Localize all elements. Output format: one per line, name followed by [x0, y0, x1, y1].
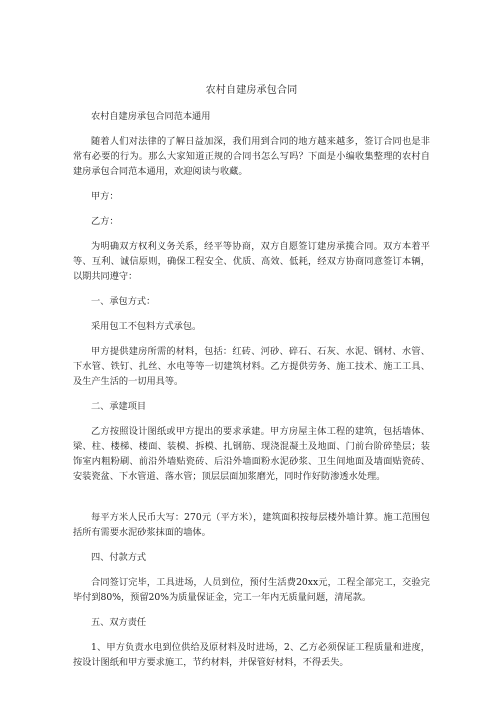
document-title: 农村自建房承包合同: [205, 85, 298, 96]
section-heading-contract-method: 一、承包方式：: [91, 296, 156, 307]
party-a-line: 甲方：: [91, 191, 119, 202]
party-b-line: 乙方：: [91, 216, 119, 227]
paragraph-responsibilities: 1、甲方负责水电到位供给及原材料及时进场，2、乙方必须保证工程质量和进度，按设计图纸和甲方要求施工，节约材料，并保管好材料，不得丢失。: [73, 642, 430, 668]
paragraph-project: 乙方按照设计图纸或甲方提出的要求承建。甲方房屋主体工程的建筑，包括墙体、梁、柱、楼梯、楼面、装模、拆模、扎钢筋、现浇混凝土及地面、门前台阶碎垫层；装饰室内粗粉刷、前沿外墙贴瓷砖、后沿外墙面粉水泥砂浆、卫生间地面及墙面贴瓷砖、安装瓷盆、下水管道、落水管；顶层层面加浆磨光，同时作好防渗透水处理。: [73, 426, 430, 482]
paragraph-materials: 甲方提供建房所需的材料，包括：红砖、河砂、碎石、石灰、水泥、钢材、水管、下水管、铁钉、扎丝、水电等等一切建筑材料。乙方提供劳务、施工技术、施工工具、及生产生活的一切用具等。: [73, 346, 430, 387]
paragraph-intro: 随着人们对法律的了解日益加深，我们用到合同的地方越来越多，签订合同也是非常有必要的行为。那么大家知道正规的合同书怎么写吗？下面是小编收集整理的农村自建房承包合同范本通用，欢迎阅读与收藏。: [73, 136, 430, 177]
paragraph-contract-method: 采用包工不包料方式承包。: [91, 321, 202, 332]
section-heading-project: 二、承建项目: [91, 401, 147, 412]
section-heading-payment: 四、付款方式: [91, 552, 147, 563]
paragraph-price: 每平方米人民币大写：270元（平方米），建筑面积按每层楼外墙计算。施工范围包括所有需要水泥砂浆抹面的墙体。: [73, 512, 430, 538]
paragraph-preamble: 为明确双方权利义务关系，经平等协商，双方自愿签订建房承揽合同。双方本着平等、互利、诚信原则，确保工程安全、优质、高效、低耗，经双方协商同意签订本辆，以期共同遵守：: [73, 241, 430, 282]
section-heading-responsibilities: 五、双方责任: [91, 617, 147, 628]
paragraph-subtitle: 农村自建房承包合同范本通用: [91, 111, 211, 122]
paragraph-payment: 合同签订完毕，工具进场，人员到位，预付生活费20xx元，工程全部完工，交验完毕付到80%，预留20%为质量保证金，完工一年内无质量问题，清尾款。: [73, 577, 430, 603]
